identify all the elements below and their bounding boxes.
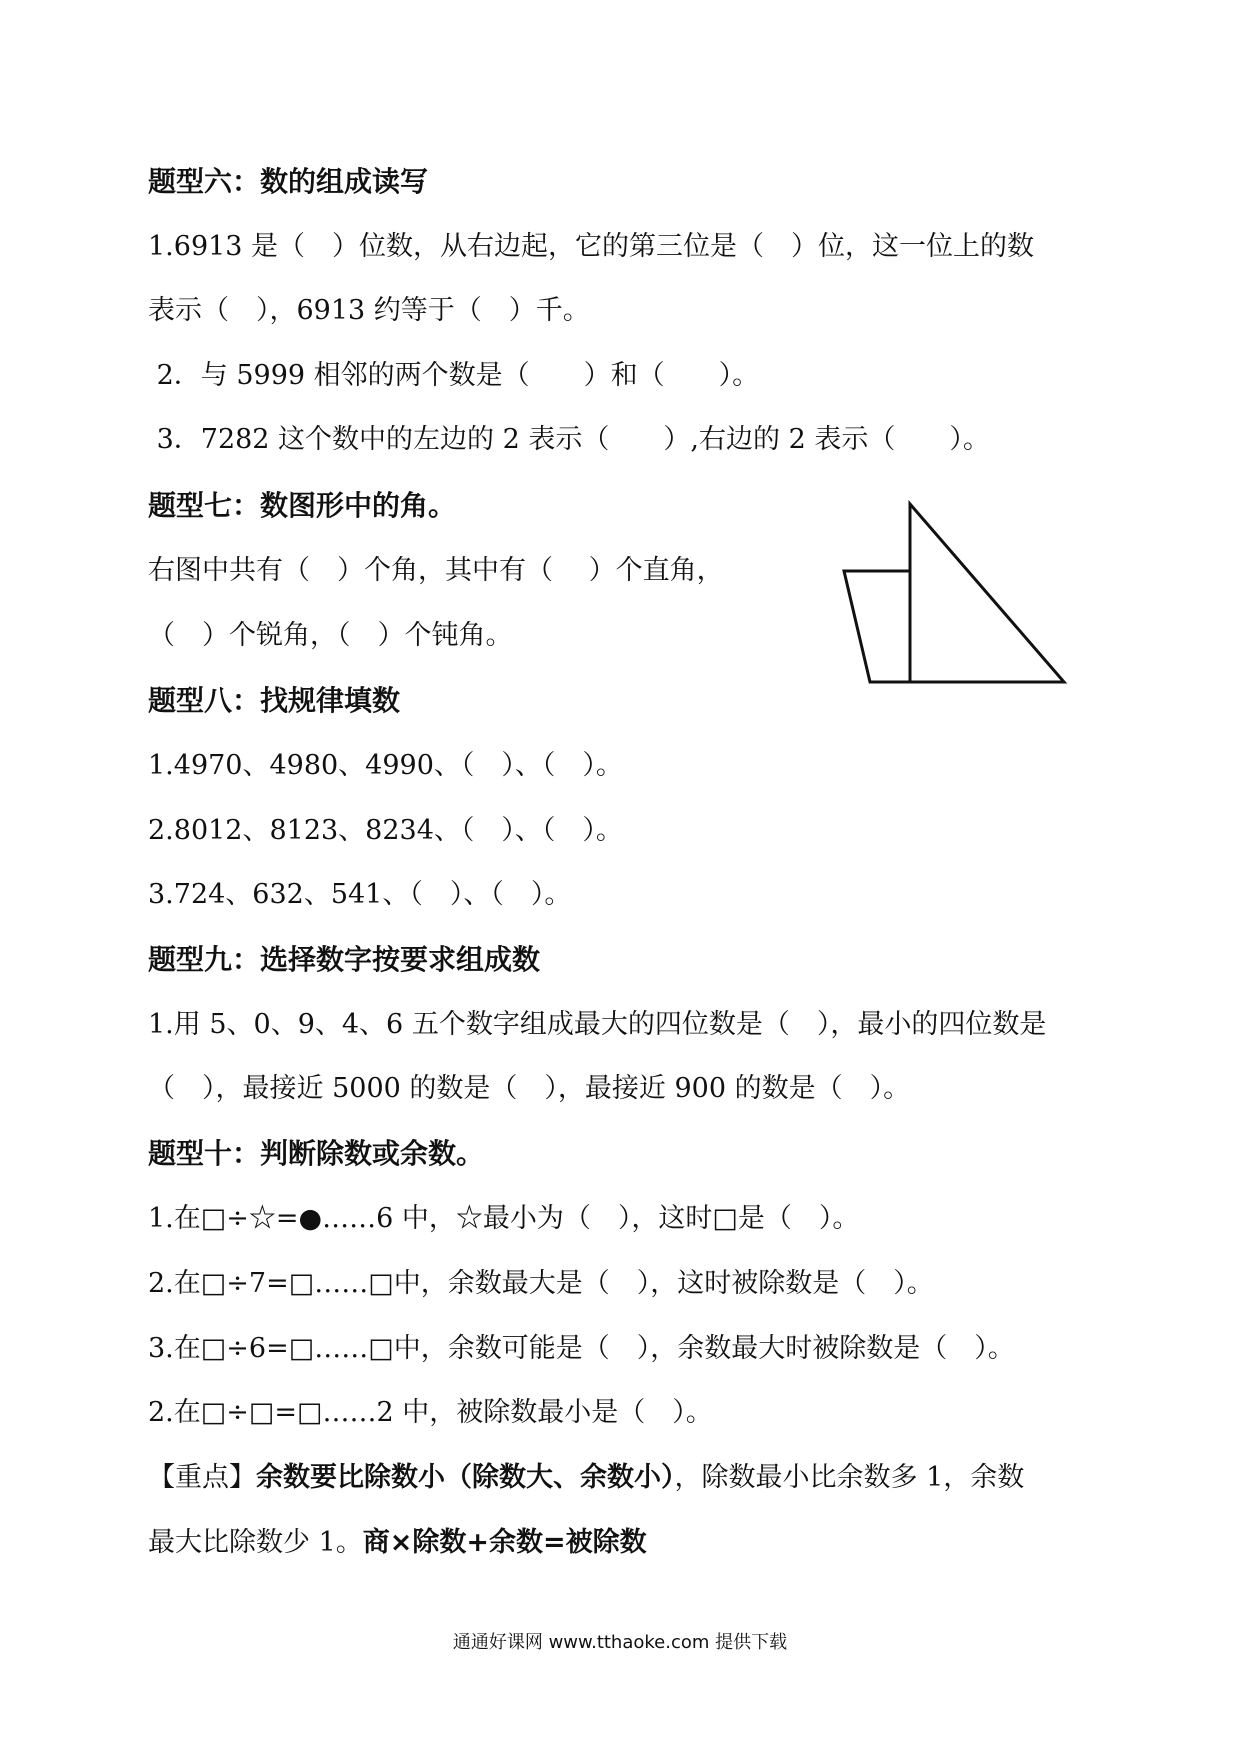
section10-q3: 3.在□÷6=□……□中，余数可能是（ ），余数最大时被除数是（ ）。 bbox=[148, 1333, 1015, 1364]
section10-q1: 1.在□÷☆=●……6 中，☆最小为（ ），这时□是（ ）。 bbox=[148, 1203, 860, 1234]
keypoint-line1 bbox=[148, 1460, 1024, 1496]
section6-q3: 3．7282 这个数中的左边的 2 表示（ ）,右边的 2 表示（ ）。 bbox=[148, 424, 990, 455]
keypoint-line2 bbox=[148, 1525, 647, 1561]
keypoint-label: 【重点】 bbox=[148, 1462, 256, 1493]
angle-figure bbox=[840, 500, 1080, 700]
footer-source: 通通好课网 www.tthaoke.com 提供下载 bbox=[452, 1632, 788, 1653]
quadrilateral-shape bbox=[844, 571, 910, 682]
section6-heading: 题型六：数的组成读写 bbox=[148, 165, 429, 198]
right-triangle-shape bbox=[910, 504, 1064, 682]
section8-q3: 3.724、632、541、（ ）、（ ）。 bbox=[148, 879, 572, 910]
section6-q2: 2．与 5999 相邻的两个数是（ ）和（ ）。 bbox=[148, 360, 760, 391]
section10-q2: 2.在□÷7=□……□中，余数最大是（ ），这时被除数是（ ）。 bbox=[148, 1268, 934, 1299]
keypoint-formula: 商×除数+余数=被除数 bbox=[362, 1527, 647, 1558]
section7-line2: （ ）个锐角，（ ）个钝角。 bbox=[148, 620, 513, 651]
section7-heading: 题型七：数图形中的角。 bbox=[148, 489, 457, 522]
section10-heading: 题型十：判断除数或余数。 bbox=[148, 1137, 485, 1170]
section9-q1-line2: （ ），最接近 5000 的数是（ ），最接近 900 的数是（ ）。 bbox=[148, 1073, 911, 1104]
section6-q1-line1: 1.6913 是（ ）位数，从右边起，它的第三位是（ ）位，这一位上的数 bbox=[148, 231, 1035, 262]
section6-q1-line2: 表示（ ），6913 约等于（ ）千。 bbox=[148, 295, 590, 326]
keypoint-text2: 最大比除数少 1。 bbox=[148, 1527, 363, 1558]
section10-q4: 2.在□÷□=□……2 中，被除数最小是（ ）。 bbox=[148, 1397, 713, 1428]
section9-heading: 题型九：选择数字按要求组成数 bbox=[148, 943, 541, 976]
section7-line1: 右图中共有（ ）个角，其中有（ ）个直角， bbox=[148, 555, 724, 586]
keypoint-text1: ，除数最小比余数多 1，余数 bbox=[674, 1462, 1025, 1493]
section8-q1: 1.4970、4980、4990、（ ）、（ ）。 bbox=[148, 750, 623, 781]
section9-q1-line1: 1.用 5、0、9、4、6 五个数字组成最大的四位数是（ ），最小的四位数是 bbox=[148, 1009, 1047, 1040]
section8-heading: 题型八：找规律填数 bbox=[148, 684, 401, 717]
keypoint-bold1: 余数要比除数小（除数大、余数小） bbox=[256, 1462, 675, 1493]
section8-q2: 2.8012、8123、8234、（ ）、（ ）。 bbox=[148, 815, 623, 846]
